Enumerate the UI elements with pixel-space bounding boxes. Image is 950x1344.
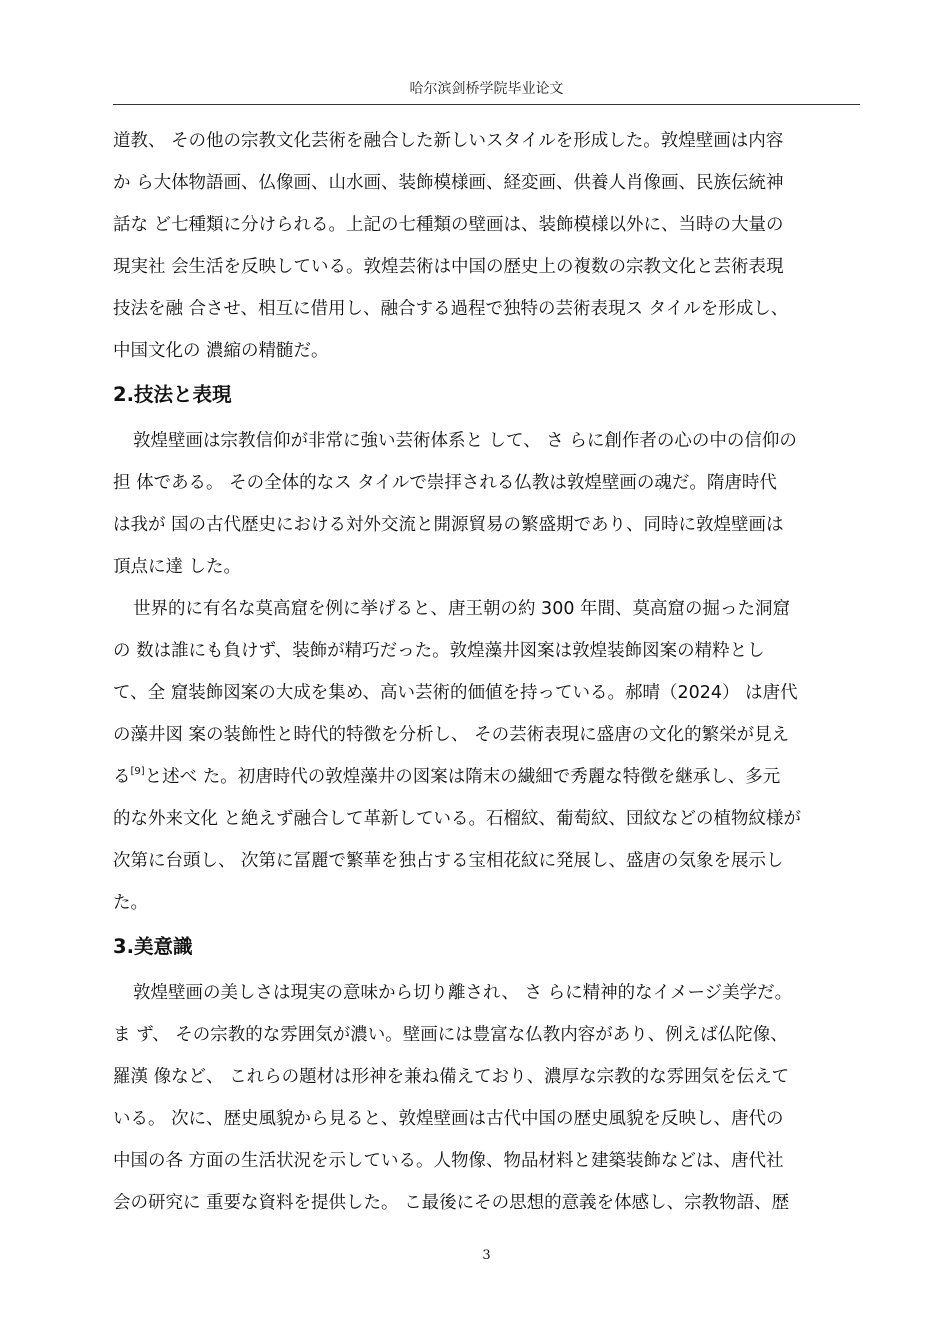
- text-line: 的な外来文化 と絶えず融合して革新している。石榴紋、葡萄紋、団紋などの植物紋様が: [113, 809, 802, 829]
- text-line: 羅漢 像など、 これらの題材は形神を兼ね備えており、濃厚な宗教的な雰囲気を伝えて: [113, 1067, 790, 1087]
- text-line: 中国文化の 濃縮の精髄だ。: [113, 341, 329, 361]
- text-line: 道教、 その他の宗教文化芸術を融合した新しいスタイルを形成した。敦煌壁画は内容: [113, 131, 784, 151]
- text-line: 話な ど七種類に分けられる。上記の七種類の壁画は、装飾模様以外に、当時の大量の: [113, 215, 784, 235]
- section-2-paragraph-1: [113, 420, 863, 588]
- text-line: 担 体である。 その全体的なス タイルで崇拝される仏教は敦煌壁画の魂だ。隋唐時代: [113, 473, 777, 493]
- page-number: 3: [482, 1248, 491, 1263]
- text-line: 次第に台頭し、 次第に冨麗で繁華を独占する宝相花紋に発展し、盛唐の気象を展示し: [113, 851, 784, 871]
- text-fragment: と述べ た。初唐時代の敦煌藻井の図案は隋末の繊細で秀麗な特徴を継承し、多元: [144, 767, 781, 787]
- text-line: いる。 次に、歴史風貌から見ると、敦煌壁画は古代中国の歴史風貌を反映し、唐代の: [113, 1109, 784, 1129]
- running-header: 哈尔滨剑桥学院毕业论文: [409, 81, 564, 97]
- section-2-paragraph-2: [113, 588, 863, 924]
- header-divider: [113, 104, 860, 105]
- section-heading-3: 3.美意識: [113, 935, 193, 958]
- text-line: 技法を融 合させ、相互に借用し、融合する過程で独特の芸術表現ス タイルを形成し、: [113, 299, 789, 319]
- text-line: た。: [113, 893, 148, 913]
- section-3-paragraph-1: [113, 972, 863, 1224]
- text-line: 現実社 会生活を反映している。敦煌芸術は中国の歴史上の複数の宗教文化と芸術表現: [113, 257, 784, 277]
- text-line-with-citation: [113, 756, 863, 798]
- text-line: か ら大体物語画、仏像画、山水画、装飾模様画、経変画、供養人肖像画、民族伝統神: [113, 173, 784, 193]
- text-line: ま ず、 その宗教的な雰囲気が濃い。壁画には豊富な仏教内容があり、例えば仏陀像、: [113, 1025, 788, 1045]
- page-body: [113, 120, 863, 1224]
- text-line: は我が 国の古代歴史における対外交流と開源貿易の繁盛期であり、同時に敦煌壁画は: [113, 515, 784, 535]
- intro-paragraph: [113, 120, 863, 372]
- text-line: 世界的に有名な莫高窟を例に挙げると、唐王朝の約 300 年間、莫高窟の掘った洞窟: [133, 599, 791, 619]
- text-line: 敦煌壁画の美しさは現実の意味から切り離され、 さ らに精神的なイメージ美学だ。: [133, 983, 793, 1003]
- text-line: の藻井図 案の装飾性と時代的特徴を分析し、 その芸術表現に盛唐の文化的繁栄が見え: [113, 725, 790, 745]
- text-line: の 数は誰にも負けず、装飾が精巧だった。敦煌藻井図案は敦煌装飾図案の精粋とし: [113, 641, 765, 661]
- text-line: 中国の各 方面の生活状況を示している。人物像、物品材料と建築装飾などは、唐代社: [113, 1151, 784, 1171]
- text-line: 会の研究に 重要な資料を提供した。 こ最後にその思想的意義を体感し、宗教物語、歴: [113, 1193, 790, 1213]
- citation-reference: [9]: [130, 766, 145, 777]
- section-heading-2: 2.技法と表現: [113, 383, 232, 406]
- text-line: て、全 窟装飾図案の大成を集め、高い芸術的価値を持っている。郝晴（2024） は唐代: [113, 683, 798, 703]
- text-line: 敦煌壁画は宗教信仰が非常に強い芸術体系と して、 さ らに創作者の心の中の信仰の: [133, 431, 797, 451]
- text-fragment: る: [113, 767, 131, 787]
- text-line: 頂点に達 した。: [113, 557, 242, 577]
